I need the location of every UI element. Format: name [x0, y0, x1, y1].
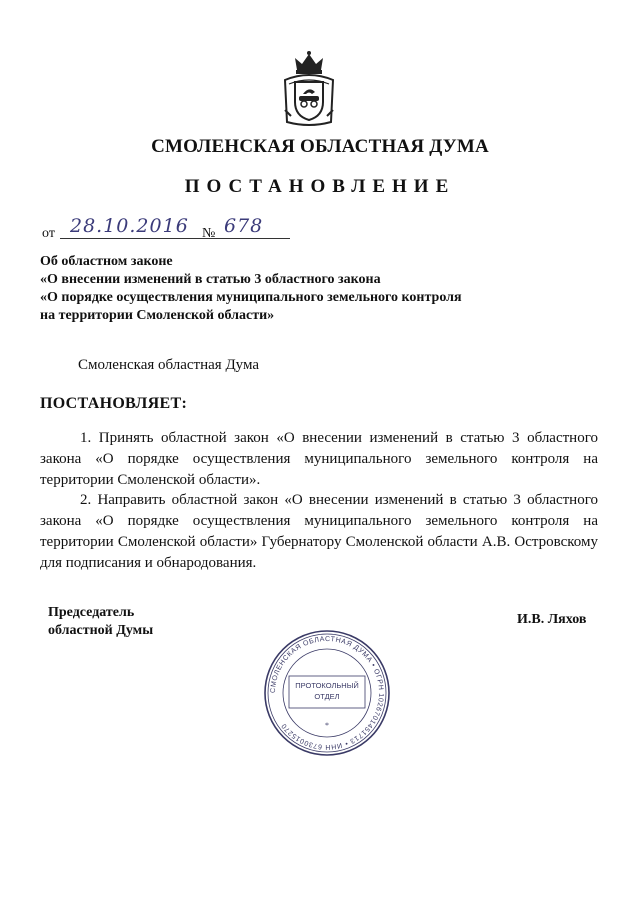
stamp-center-line: ОТДЕЛ — [314, 692, 340, 701]
stamp-ring-text: СМОЛЕНСКАЯ ОБЛАСТНАЯ ДУМА • ОГРН 1026701451713 • ИНН 6730015270 — [269, 635, 385, 751]
subject-line: Об областном законе — [40, 254, 173, 269]
date-prefix: от — [42, 226, 55, 241]
subject-line: «О внесении изменений в статью 3 областного закона — [40, 272, 381, 287]
subject-line: на территории Смоленской области» — [40, 308, 275, 323]
subject-line: «О порядке осуществления муниципального земельного контроля — [40, 290, 462, 305]
paragraph-1: 1. Принять областной закон «О внесении изменений в статью 3 областного закона «О порядке осуществления муниципального земельного контроля на территории Смоленской области». — [40, 430, 598, 488]
signatory-title-line: областной Думы — [48, 623, 154, 638]
number-sign: № — [202, 226, 216, 241]
handwritten-number: 678 — [224, 215, 264, 237]
smolensk-coat-of-arms-icon — [281, 50, 337, 128]
signatory-title — [48, 604, 153, 640]
organization-title: СМОЛЕНСКАЯ ОБЛАСТНАЯ ДУМА — [151, 136, 489, 157]
paragraph-2: 2. Направить областной закон «О внесении изменений в статью 3 областного закона «О порядке осуществления муниципального земельного контроля на территории Смоленской области» Губернатору Смоленской области А.В. Островскому для подписания и обнародования. — [40, 492, 598, 571]
date-number-line — [42, 216, 302, 242]
svg-text:*: * — [325, 721, 329, 730]
document-type-title: ПОСТАНОВЛЕНИЕ — [184, 176, 456, 197]
decree-heading: ПОСТАНОВЛЯЕТ: — [40, 395, 188, 412]
document-subject — [40, 253, 462, 325]
signatory-name: И.В. Ляхов — [517, 612, 587, 627]
number-field — [218, 216, 290, 239]
handwritten-date: 28.10.2016 — [70, 215, 189, 237]
intro-text: Смоленская областная Дума — [78, 357, 260, 373]
stamp-center-line: ПРОТОКОЛЬНЫЙ — [295, 681, 359, 690]
signatory-title-line: Председатель — [48, 605, 135, 620]
stamp-center-text — [290, 680, 364, 702]
